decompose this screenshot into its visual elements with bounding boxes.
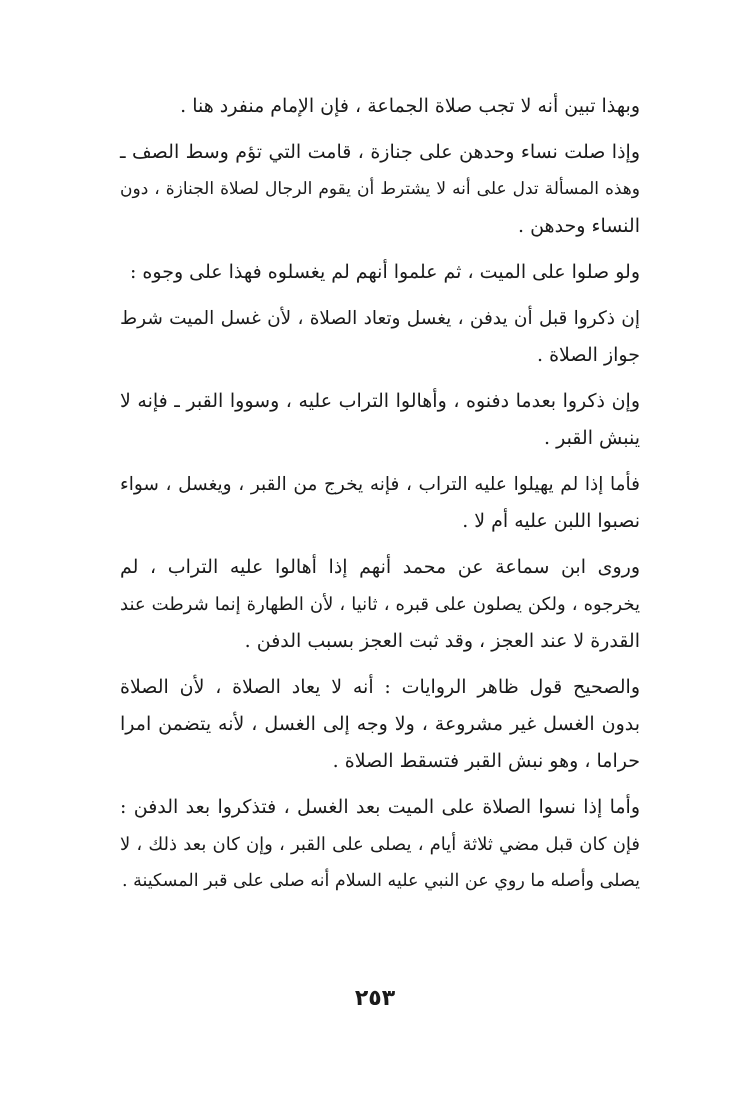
- paragraph: [120, 669, 640, 780]
- text-line: النساء وحدهن .: [518, 215, 640, 237]
- text-line: إن ذكروا قبل أن يدفن ، يغسل وتعاد الصلاة ، لأن غسل الميت شرط: [120, 308, 640, 329]
- text-line: وهذه المسألة تدل على أنه لا يشترط أن يقوم الرجال لصلاة الجنازة ، دون: [120, 179, 640, 199]
- text-line: وإن ذكروا بعدما دفنوه ، وأهالوا التراب عليه ، وسووا القبر ـ فإنه لا: [120, 390, 640, 412]
- text-line: وإذا صلت نساء وحدهن على جنازة ، قامت التي تؤم وسط الصف ـ: [120, 141, 640, 163]
- paragraph: [120, 254, 640, 291]
- text-line: نصبوا اللبن عليه أم لا .: [462, 510, 640, 532]
- text-line: وأما إذا نسوا الصلاة على الميت بعد الغسل ، فتذكروا بعد الدفن :: [120, 796, 640, 818]
- text-line: جواز الصلاة .: [537, 344, 640, 366]
- text-line: ولو صلوا على الميت ، ثم علموا أنهم لم يغسلوه فهذا على وجوه :: [129, 261, 640, 283]
- text-line: ينبش القبر .: [544, 427, 640, 449]
- text-line: حراما ، وهو نبش القبر فتسقط الصلاة .: [332, 750, 640, 772]
- paragraph: [120, 134, 640, 245]
- text-line: فإن كان قبل مضي ثلاثة أيام ، يصلى على القبر ، وإن كان بعد ذلك ، لا: [120, 834, 640, 855]
- text-line: فأما إذا لم يهيلوا عليه التراب ، فإنه يخرج من القبر ، ويغسل ، سواء: [120, 474, 640, 495]
- text-line: يخرجوه ، ولكن يصلون على قبره ، ثانيا ، لأن الطهارة إنما شرطت عند: [120, 594, 640, 615]
- paragraph: [120, 466, 640, 540]
- text-line: والصحيح قول ظاهر الروايات : أنه لا يعاد الصلاة ، لأن الصلاة: [120, 676, 640, 698]
- text-line: بدون الغسل غير مشروعة ، ولا وجه إلى الغسل ، لأنه يتضمن امرا: [120, 713, 640, 735]
- paragraph: [120, 88, 640, 125]
- text-line: وروى ابن سماعة عن محمد أنهم إذا أهالوا عليه التراب ، لم: [120, 556, 640, 578]
- paragraph: [120, 383, 640, 457]
- paragraph: [120, 549, 640, 660]
- text-line: القدرة لا عند العجز ، وقد ثبت العجز بسبب الدفن .: [244, 630, 640, 652]
- paragraph: [120, 300, 640, 374]
- text-line: وبهذا تبين أنه لا تجب صلاة الجماعة ، فإن الإمام منفرد هنا .: [180, 95, 640, 117]
- body-text: [120, 88, 640, 909]
- text-line: يصلى وأصله ما روي عن النبي عليه السلام أنه صلى على قبر المسكينة .: [121, 871, 640, 891]
- page-number: ٢٥٣: [354, 986, 396, 1011]
- paragraph: [120, 789, 640, 900]
